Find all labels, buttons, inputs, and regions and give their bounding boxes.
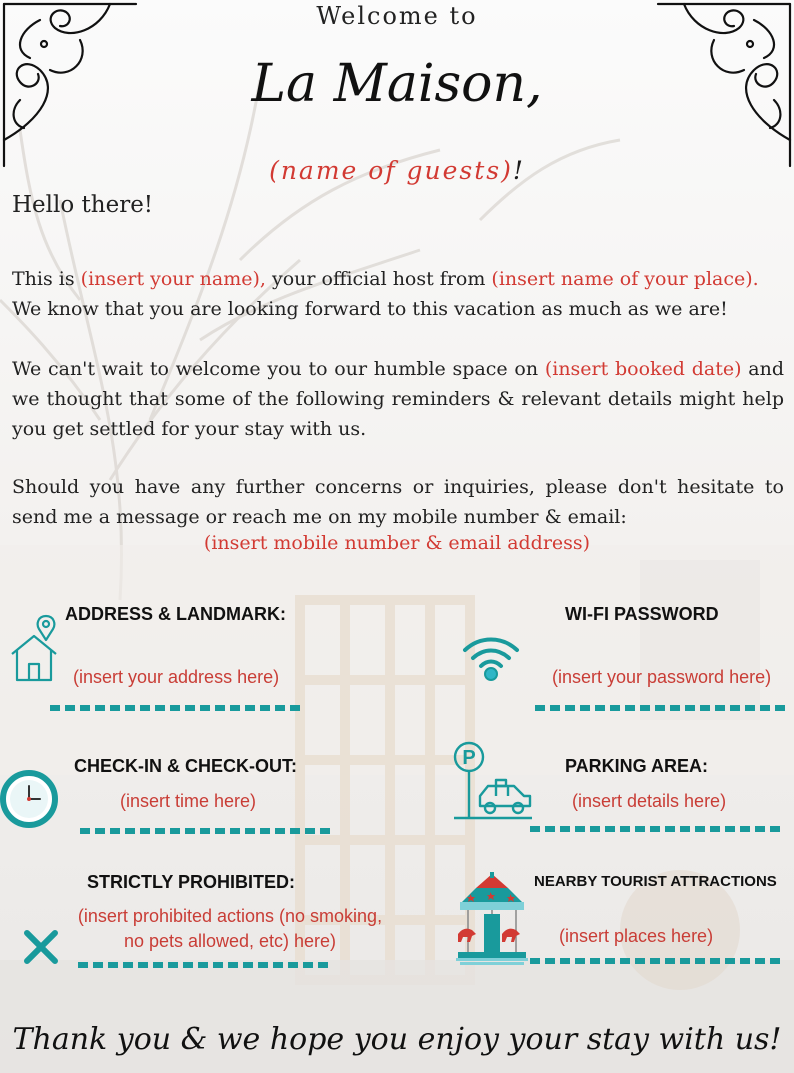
wifi-icon [462,634,520,682]
clock-icon [0,768,62,830]
carousel-icon [456,872,528,968]
house-location-icon [10,614,62,682]
parking-divider [530,826,785,832]
wifi-divider [535,705,790,711]
guests-placeholder: (name of guests) [269,156,513,185]
wifi-label: WI-FI PASSWORD [565,604,719,624]
wifi-value: (insert your password here) [552,667,772,687]
attractions-divider [530,958,785,964]
prohibited-divider [78,962,333,968]
intro-text: your official host from [265,268,492,290]
intro-paragraph-1 [12,264,784,324]
address-value: (insert your address here) [73,667,280,687]
welcome-heading: Welcome to [316,2,478,30]
intro-text: This is [12,268,81,290]
intro-text: and we thought that some of the following reminders & relevant details might help you get settled for your stay with us. [12,358,784,440]
prohibited-label: STRICTLY PROHIBITED: [87,872,296,892]
thank-you-footer: Thank you & we hope you enjoy your stay with us! [12,1022,782,1057]
guests-suffix: ! [512,156,525,185]
attractions-label: NEARBY TOURIST ATTRACTIONS [534,873,777,890]
intro-text: We can't wait to welcome you to our humble space on [12,358,545,380]
contact-placeholder: (insert mobile number & email address) [203,532,591,554]
booked-date-placeholder: (insert booked date) [544,358,742,380]
place-name-placeholder: (insert name of your place). [491,268,759,290]
checkin-divider [80,828,335,834]
parking-car-icon [452,740,534,822]
place-name-title: La Maison, [251,54,543,114]
address-divider [50,705,305,711]
prohibited-value: (insert prohibited actions (no smoking, no pets allowed, etc) here) [77,906,383,951]
address-label: ADDRESS & LANDMARK: [65,604,286,624]
intro-paragraph-2 [12,354,784,444]
x-mark-icon [22,928,60,966]
intro-text: We know that you are looking forward to this vacation as much as we are! [12,298,728,320]
intro-paragraph-3: Should you have any further concerns or inquiries, please don't hesitate to send me a message or reach me on my mobile number & email: [12,476,784,528]
checkin-value: (insert time here) [120,791,257,811]
svg-text:P: P [462,747,476,769]
attractions-value: (insert places here) [559,926,714,946]
parking-label: PARKING AREA: [565,756,708,776]
greeting: Hello there! [12,192,154,218]
host-name-placeholder: (insert your name), [80,268,266,290]
guests-line [0,156,794,185]
checkin-label: CHECK-IN & CHECK-OUT: [74,756,297,776]
parking-value: (insert details here) [572,791,727,811]
